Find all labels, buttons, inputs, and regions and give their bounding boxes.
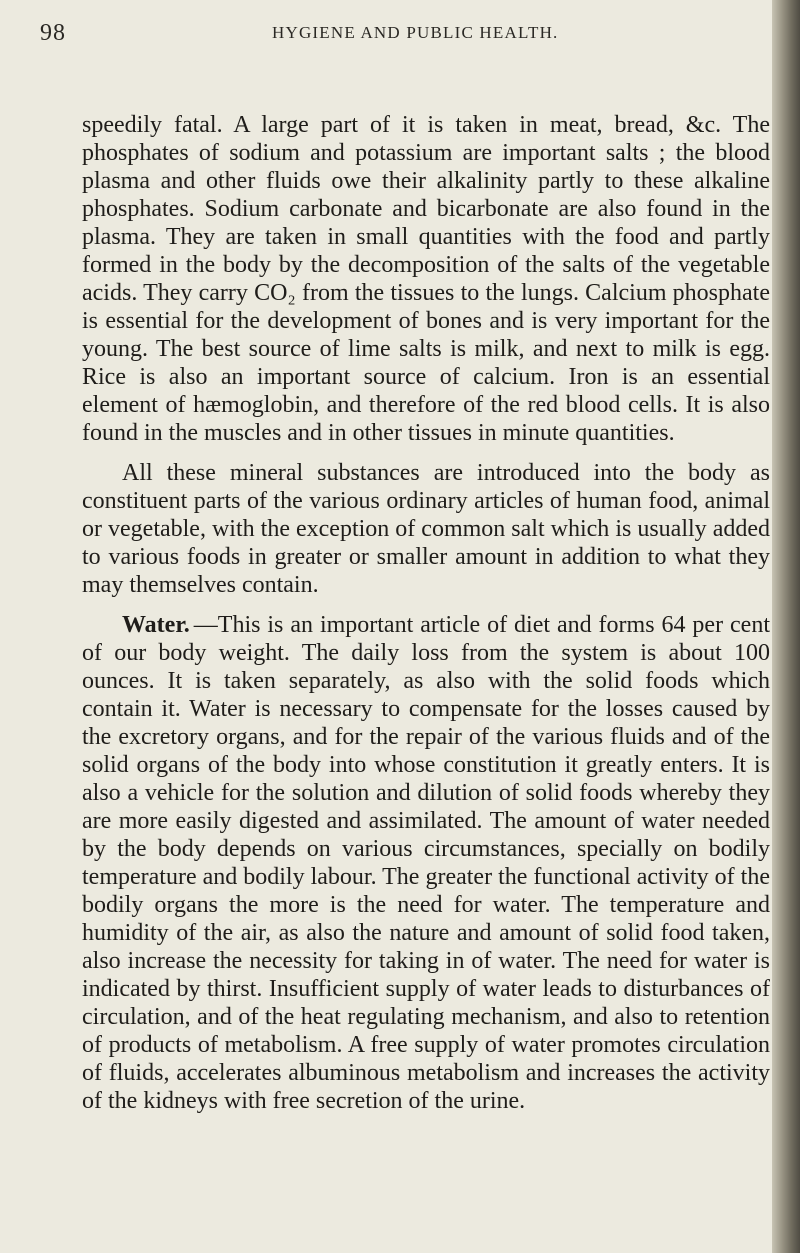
paragraph-minerals: speedily fatal. A large part of it is taken in meat, bread, &c. The phosphates of sodium and potassium are important salts ; the blood plasma and other fluids owe their alkalinity partly to these alkaline phosphates. Sodium carbonate and bicarbonate are also found in the plasma. They are taken in small quantities with the food and partly formed in the body by the decomposition of the salts of the vegetable acids. They carry CO₂ from the tissues to the lungs. Calcium phosphate is essential for the development of bones and is very important for the young. The best source of lime salts is milk, and next to milk is egg. Rice is also an important source of calcium. Iron is an essential element of hæmoglobin, and therefore of the red blood cells. It is also found in the muscles and in other tissues in minute quantities. xyxy=(82,112,770,446)
section-heading-water: Water. xyxy=(122,612,190,638)
page-number: 98 xyxy=(40,20,66,46)
paragraph-water xyxy=(82,611,770,1115)
running-head xyxy=(40,14,768,54)
running-title: HYGIENE AND PUBLIC HEALTH. xyxy=(272,23,559,42)
paragraph-water-text: —This is an important article of diet and forms 64 per cent of our body weight. The daily loss from the system is about 100 ounces. It is taken separately, as also with the solid foods which contain it. Water is necessary to compensate for the losses caused by the excretory organs, and for the repair of the various fluids and of the solid organs of the body into whose constitution it greatly enters. It is also a vehicle for the solution and dilution of solid foods whereby they are more easily digested and assimilated. The amount of water needed by the body depends on various circumstances, specially on bodily temperature and bodily labour. The greater the functional activity of the bodily organs the more is the need for water. The temperature and humidity of the air, as also the nature and amount of solid food taken, also increase the necessity for taking in of water. The need for water is indicated by thirst. Insufficient supply of water leads to disturbances of circulation, and of the heat regulating mechanism, and also to retention of products of metabolism. A free supply of water promotes circulation of fluids, accelerates albuminous metabolism and increases the activity of the kidneys with free secretion of the urine. xyxy=(82,612,770,1114)
page-body xyxy=(82,111,770,1115)
page-edge-shadow xyxy=(772,0,800,1253)
paragraph-mineral-substances: All these mineral substances are introduced into the body as constituent parts of the various ordinary articles of human food, animal or vegetable, with the exception of common salt which is usually added to various foods in greater or smaller amount in addition to what they may themselves contain. xyxy=(82,460,770,598)
